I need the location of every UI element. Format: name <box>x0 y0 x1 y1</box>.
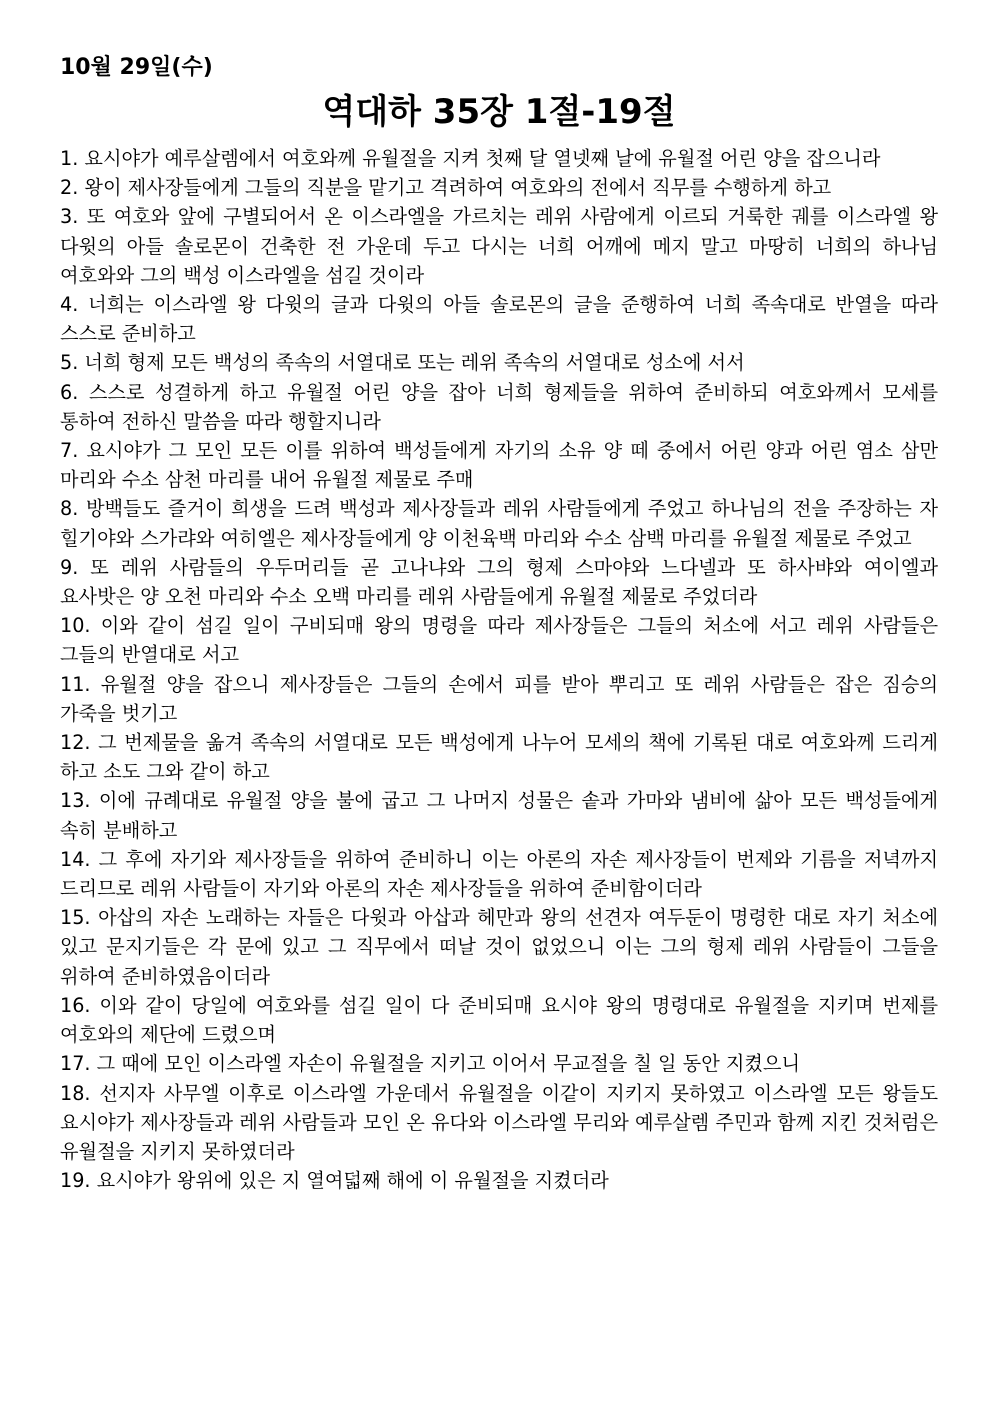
verse-8: 8. 방백들도 즐거이 희생을 드려 백성과 제사장들과 레위 사람들에게 주었고 하나님의 전을 주장하는 자 힐기야와 스가랴와 여히엘은 제사장들에게 양 이천육백 마리와 수소 삼백 마리를 유월절 제물로 주었고 <box>60 497 938 550</box>
document-page <box>60 50 938 1195</box>
verse-12: 12. 그 번제물을 옮겨 족속의 서열대로 모든 백성에게 나누어 모세의 책에 기록된 대로 여호와께 드리게 하고 소도 그와 같이 하고 <box>60 731 938 784</box>
verse-2: 2. 왕이 제사장들에게 그들의 직분을 맡기고 격려하여 여호와의 전에서 직무를 수행하게 하고 <box>60 176 832 200</box>
verse-5: 5. 너희 형제 모든 백성의 족속의 서열대로 또는 레위 족속의 서열대로 성소에 서서 <box>60 351 745 375</box>
verse-7: 7. 요시야가 그 모인 모든 이를 위하여 백성들에게 자기의 소유 양 떼 중에서 어린 양과 어린 염소 삼만 마리와 수소 삼천 마리를 내어 유월절 제물로 주매 <box>60 439 938 492</box>
verse-list <box>60 144 938 1195</box>
verse-16: 16. 이와 같이 당일에 여호와를 섬길 일이 다 준비되매 요시야 왕의 명령대로 유월절을 지키며 번제를 여호와의 제단에 드렸으며 <box>60 993 938 1047</box>
date-heading: 10월 29일(수) <box>60 55 213 80</box>
verse-1: 1. 요시야가 예루살렘에서 여호와께 유월절을 지켜 첫째 달 열넷째 날에 유월절 어린 양을 잡으니라 <box>60 147 881 170</box>
verse-15: 15. 아삽의 자손 노래하는 자들은 다윗과 아삽과 헤만과 왕의 선견자 여두둔이 명령한 대로 자기 처소에 있고 문지기들은 각 문에 있고 그 직무에서 떠날 것이 없었으니 이는 그의 형제 레위 사람들이 그들을 위하여 준비하였음이더라 <box>60 906 938 988</box>
page-title: 역대하 35장 1절-19절 <box>322 92 676 132</box>
verse-4: 4. 너희는 이스라엘 왕 다윗의 글과 다윗의 아들 솔로몬의 글을 준행하여 너희 족속대로 반열을 따라 스스로 준비하고 <box>60 293 938 346</box>
verse-18: 18. 선지자 사무엘 이후로 이스라엘 가운데서 유월절을 이같이 지키지 못하였고 이스라엘 모든 왕들도 요시야가 제사장들과 레위 사람들과 모인 온 유다와 이스라엘 무리와 예루살렘 주민과 함께 지킨 것처럼은 유월절을 지키지 못하였더라 <box>60 1081 938 1163</box>
verse-11: 11. 유월절 양을 잡으니 제사장들은 그들의 손에서 피를 받아 뿌리고 또 레위 사람들은 잡은 짐승의 가죽을 벗기고 <box>60 672 938 725</box>
verse-9: 9. 또 레위 사람들의 우두머리들 곧 고나냐와 그의 형제 스마야와 느다넬과 또 하사뱌와 여이엘과 요사밧은 양 오천 마리와 수소 오백 마리를 레위 사람들에게 유월절 제물로 주었더라 <box>60 555 938 609</box>
verse-19: 19. 요시야가 왕위에 있은 지 열여덟째 해에 이 유월절을 지켰더라 <box>60 1169 609 1193</box>
verse-6: 6. 스스로 성결하게 하고 유월절 어린 양을 잡아 너희 형제들을 위하여 준비하되 여호와께서 모세를 통하여 전하신 말씀을 따라 행할지니라 <box>60 380 938 433</box>
verse-3: 3. 또 여호와 앞에 구별되어서 온 이스라엘을 가르치는 레위 사람에게 이르되 거룩한 궤를 이스라엘 왕 다윗의 아들 솔로몬이 건축한 전 가운데 두고 다시는 너희 어깨에 메지 말고 마땅히 너희의 하나님 여호와와 그의 백성 이스라엘을 섬길 것이라 <box>60 205 938 287</box>
verse-17: 17. 그 때에 모인 이스라엘 자손이 유월절을 지키고 이어서 무교절을 칠 일 동안 지켰으니 <box>60 1052 800 1076</box>
verse-13: 13. 이에 규례대로 유월절 양을 불에 굽고 그 나머지 성물은 솥과 가마와 냄비에 삶아 모든 백성들에게 속히 분배하고 <box>60 789 938 842</box>
verse-10: 10. 이와 같이 섬길 일이 구비되매 왕의 명령을 따라 제사장들은 그들의 처소에 서고 레위 사람들은 그들의 반열대로 서고 <box>60 614 938 667</box>
verse-14: 14. 그 후에 자기와 제사장들을 위하여 준비하니 이는 아론의 자손 제사장들이 번제와 기름을 저녁까지 드리므로 레위 사람들이 자기와 아론의 자손 제사장들을 위하여 준비함이더라 <box>60 847 938 901</box>
